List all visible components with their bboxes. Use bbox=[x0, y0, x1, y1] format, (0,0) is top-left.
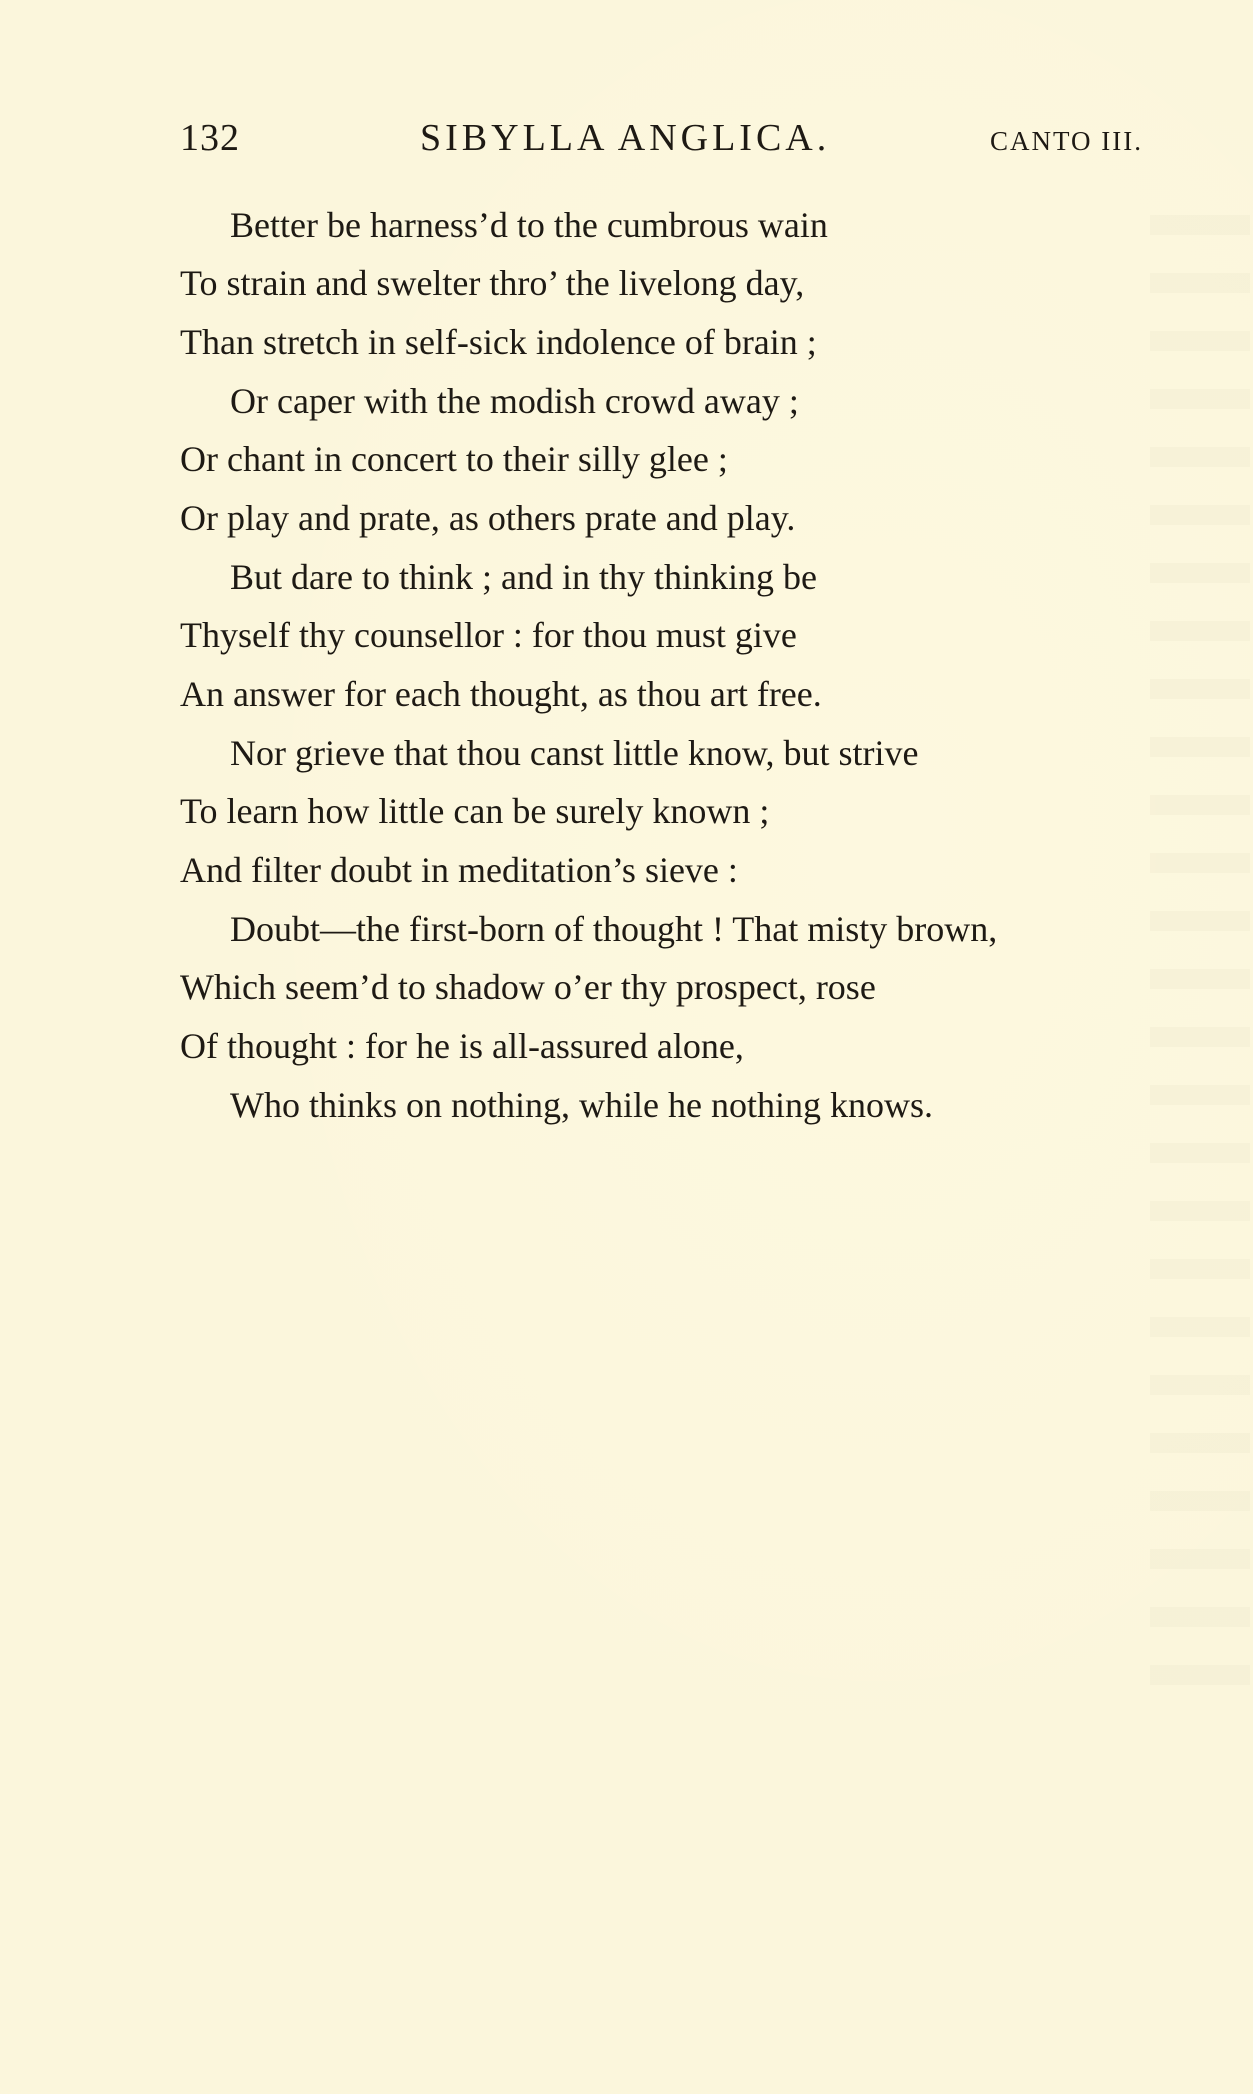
poem-line: Thyself thy counsellor : for thou must give bbox=[180, 615, 797, 655]
poem-line: Or play and prate, as others prate and play. bbox=[180, 498, 796, 538]
poem-line: Of thought : for he is all-assured alone, bbox=[180, 1026, 744, 1066]
poem-line: Or chant in concert to their silly glee ; bbox=[180, 439, 728, 479]
poem-line: To strain and swelter thro’ the livelong day, bbox=[180, 263, 805, 303]
show-through-text bbox=[1150, 215, 1250, 1715]
poem-line: To learn how little can be surely known ; bbox=[180, 791, 770, 831]
poem-line: Doubt—the first-born of thought ! That misty brown, bbox=[230, 909, 998, 949]
poem-line: And filter doubt in meditation’s sieve : bbox=[180, 850, 738, 890]
running-title: SIBYLLA ANGLICA. bbox=[420, 117, 831, 159]
poem-line: Better be harness’d to the cumbrous wain bbox=[230, 205, 828, 245]
poem-line: Which seem’d to shadow o’er thy prospect, rose bbox=[180, 967, 876, 1007]
poem-line: Who thinks on nothing, while he nothing knows. bbox=[230, 1085, 933, 1125]
poem-line: But dare to think ; and in thy thinking be bbox=[230, 557, 817, 597]
poem-line: An answer for each thought, as thou art free. bbox=[180, 674, 822, 714]
poem-line: Or caper with the modish crowd away ; bbox=[230, 381, 799, 421]
running-header bbox=[180, 116, 1180, 166]
poem-line: Than stretch in self-sick indolence of brain ; bbox=[180, 322, 817, 362]
poem-line: Nor grieve that thou canst little know, but strive bbox=[230, 733, 919, 773]
page-number: 132 bbox=[180, 117, 240, 159]
canto-label: CANTO III. bbox=[990, 126, 1143, 156]
